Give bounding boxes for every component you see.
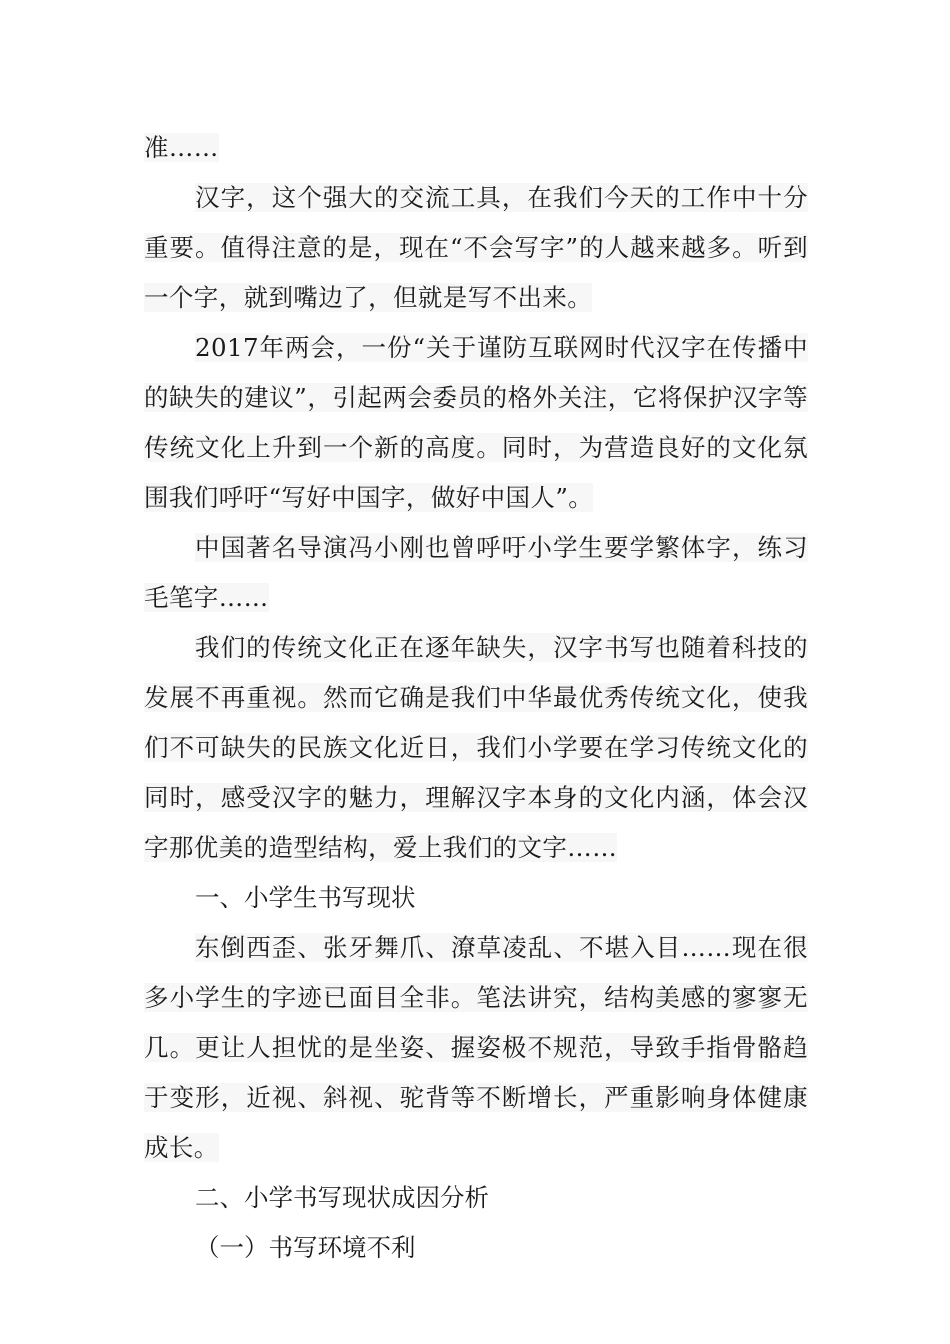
paragraph-text: 准……	[144, 133, 219, 162]
document-body	[144, 123, 808, 1273]
subsection-heading-1	[144, 1223, 808, 1273]
section-heading-2	[144, 1173, 808, 1223]
paragraph-text: 2017年两会，一份“关于谨防互联网时代汉字在传播中的缺失的建议”，引起两会委员的格外关注，它将保护汉字等传统文化上升到一个新的高度。同时，为营造良好的文化氛围我们呼吁“写好中国字，做好中国人”。	[144, 333, 808, 512]
paragraph-hanzi-importance	[144, 173, 808, 323]
paragraph-feng-xiaogang	[144, 523, 808, 623]
paragraph-writing-status	[144, 923, 808, 1173]
paragraph-continuation	[144, 123, 808, 173]
paragraph-text: 中国著名导演冯小刚也曾呼吁小学生要学繁体字，练习毛笔字……	[144, 533, 808, 612]
paragraph-text: 汉字，这个强大的交流工具，在我们今天的工作中十分重要。值得注意的是，现在“不会写字”的人越来越多。听到一个字，就到嘴边了，但就是写不出来。	[144, 183, 808, 312]
heading-text: 二、小学书写现状成因分析	[195, 1183, 489, 1212]
paragraph-text: 我们的传统文化正在逐年缺失，汉字书写也随着科技的发展不再重视。然而它确是我们中华最优秀传统文化，使我们不可缺失的民族文化近日，我们小学要在学习传统文化的同时，感受汉字的魅力，理解汉字本身的文化内涵，体会汉字那优美的造型结构，爱上我们的文字……	[144, 633, 808, 862]
paragraph-traditional-culture	[144, 623, 808, 873]
paragraph-two-sessions	[144, 323, 808, 523]
heading-text: 一、小学生书写现状	[195, 883, 416, 912]
section-heading-1	[144, 873, 808, 923]
heading-text: （一）书写环境不利	[195, 1233, 416, 1262]
paragraph-text: 东倒西歪、张牙舞爪、潦草凌乱、不堪入目……现在很多小学生的字迹已面目全非。笔法讲究，结构美感的寥寥无几。更让人担忧的是坐姿、握姿极不规范，导致手指骨骼趋于变形，近视、斜视、驼背等不断增长，严重影响身体健康成长。	[144, 933, 808, 1162]
